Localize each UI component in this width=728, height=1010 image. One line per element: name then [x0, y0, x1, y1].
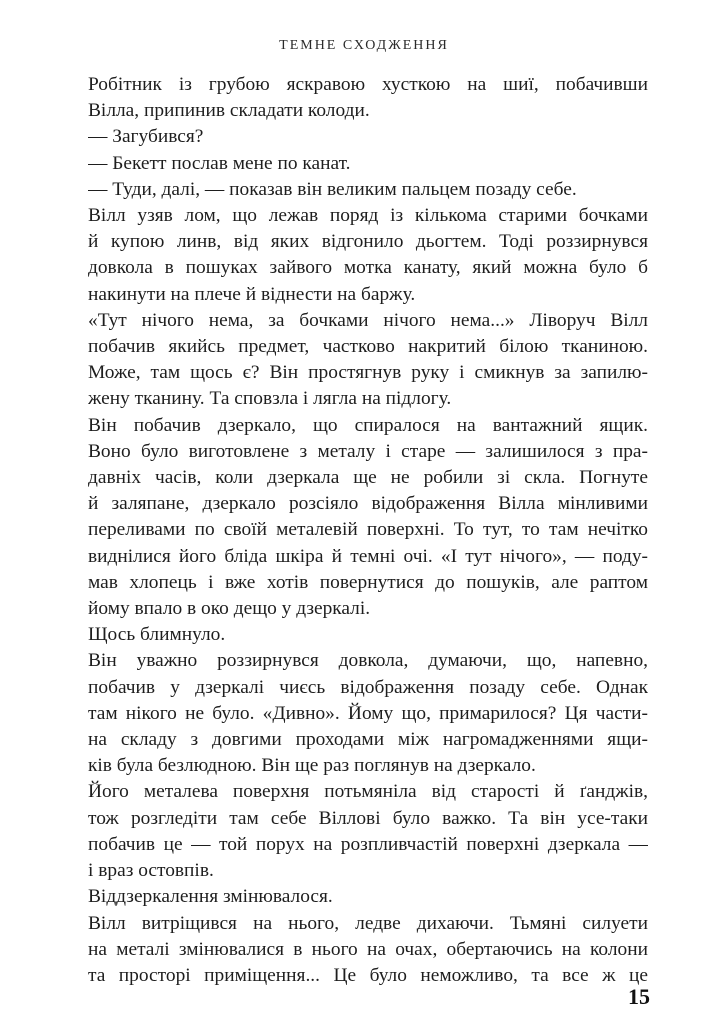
running-title: ТЕМНЕ СХОДЖЕННЯ — [279, 38, 449, 53]
text-line: й купою линв, від яких відгонило дьогтем. Тоді роззирнувся — [88, 231, 648, 253]
text-line: й заляпане, дзеркало розсіяло відображення Вілла мінливими — [88, 493, 648, 515]
text-line: тож розгледіти там себе Віллові було важко. Та він усе-таки — [88, 807, 648, 829]
text-line: Він побачив дзеркало, що спиралося на вантажний ящик. — [88, 414, 648, 436]
text-line: на складу з довгими проходами між нагромадженнями ящи- — [88, 729, 648, 751]
text-line: — Бекетт послав мене по канат. — [88, 152, 351, 174]
text-line: — Туди, далі, — показав він великим пальцем позаду себе. — [88, 178, 577, 200]
text-line: Вілл узяв лом, що лежав поряд із кількома старими бочками — [88, 205, 648, 227]
text-line: там нікого не було. «Дивно». Йому що, примарилося? Ця части- — [88, 702, 648, 724]
text-line: виднілися його бліда шкіра й темні очі. «І тут нічого», — поду- — [88, 545, 648, 567]
text-line: побачив якийсь предмет, частково накритий білою тканиною. — [88, 336, 648, 358]
text-line: жену тканину. Та сповзла і лягла на підлогу. — [88, 388, 452, 410]
text-line: Він уважно роззирнувся довкола, думаючи, що, напевно, — [88, 650, 648, 672]
text-line: мав хлопець і вже хотів повернутися до пошуків, але раптом — [88, 571, 648, 593]
text-line: ків була безлюдною. Він ще раз поглянув на дзеркало. — [88, 755, 536, 777]
text-line: Може, там щось є? Він простягнув руку і смикнув за запилю- — [88, 362, 648, 384]
text-line: йому впало в око дещо у дзеркалі. — [88, 598, 371, 620]
text-line: Воно було виготовлене з металу і старе — залишилося з пра- — [88, 440, 648, 462]
text-line: накинути на плече й віднести на баржу. — [88, 283, 416, 305]
text-line: давніх часів, коли дзеркала ще не робили зі скла. Погнуте — [88, 467, 648, 489]
text-line: на металі змінювалися в нього на очах, обертаючись на колони — [88, 938, 648, 960]
text-line: побачив у дзеркалі чиєсь відображення позаду себе. Однак — [88, 676, 648, 698]
text-line: і враз остовпів. — [88, 860, 214, 882]
text-line: «Тут нічого нема, за бочками нічого нема...» Ліворуч Вілл — [88, 309, 648, 331]
text-line: Щось блимнуло. — [88, 624, 226, 646]
text-line: побачив це — той порух на розпливчастій поверхні дзеркала — — [88, 833, 648, 855]
text-line: довкола в пошуках зайвого мотка канату, який можна було б — [88, 257, 648, 279]
text-line: Вілл витріщився на нього, ледве дихаючи. Тьмяні силуети — [88, 912, 648, 934]
text-line: — Загубився? — [88, 126, 204, 148]
text-line: переливами по своїй металевій поверхні. То тут, то там нечітко — [88, 519, 648, 541]
text-line: Вілла, припинив складати колоди. — [88, 100, 370, 122]
body-text — [88, 72, 648, 989]
text-line: Робітник із грубою яскравою хусткою на шиї, побачивши — [88, 74, 648, 95]
text-line: Віддзеркалення змінювалося. — [88, 886, 333, 908]
page-number: 15 — [628, 984, 650, 1009]
text-line: та просторі приміщення... Це було неможливо, та все ж це — [88, 964, 648, 986]
text-line: Його металева поверхня потьмяніла від старості й ґанджів, — [88, 781, 648, 803]
